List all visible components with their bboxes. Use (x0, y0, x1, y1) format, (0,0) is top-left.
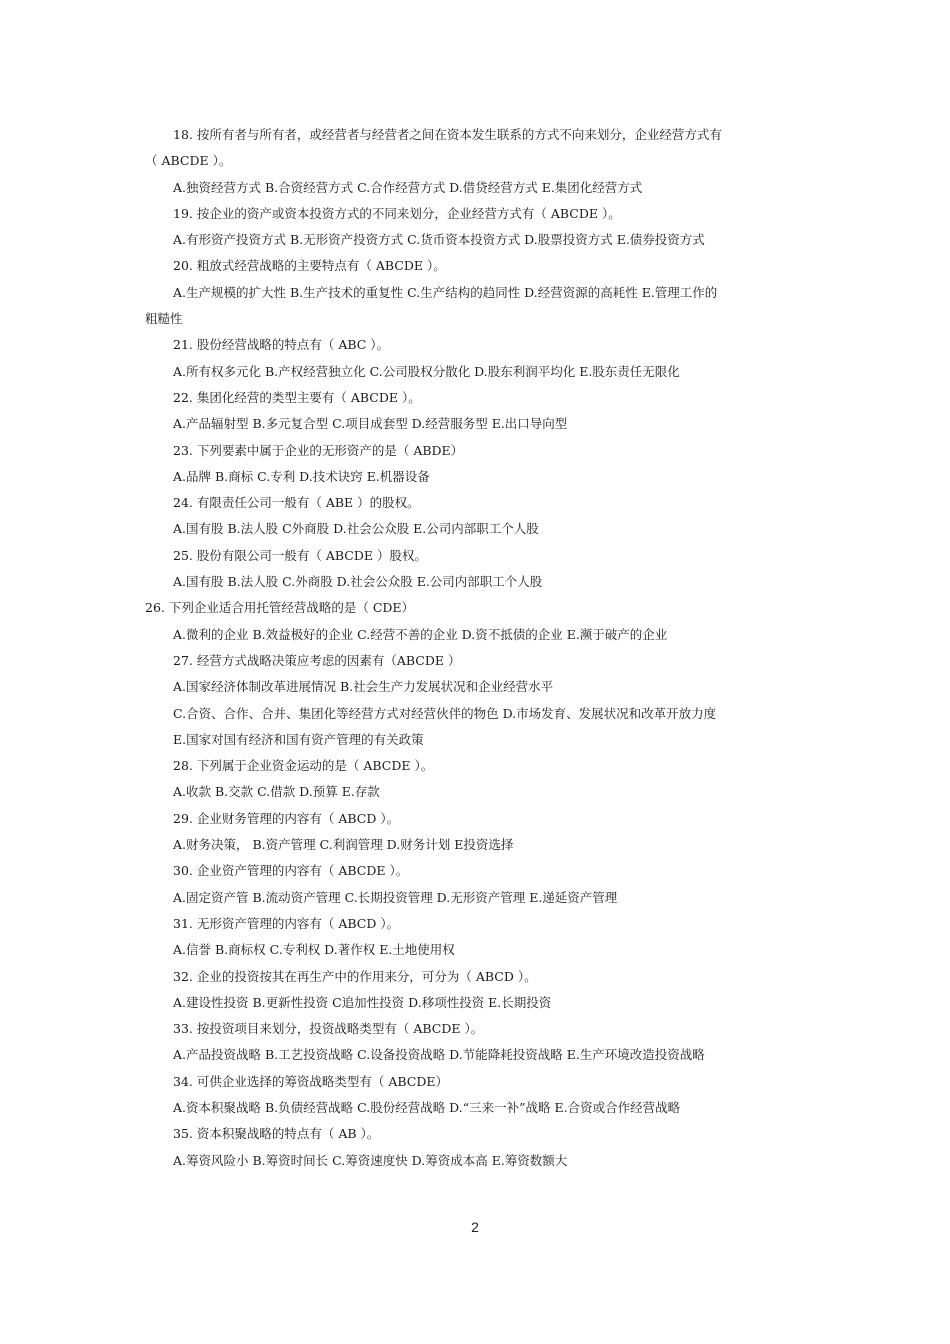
text-line: A.国有股 B.法人股 C.外商股 D.社会公众股 E.公司内部职工个人股 (173, 574, 543, 590)
text-line: 34. 可供企业选择的筹资战略类型有（ ABCDE） (173, 1073, 448, 1089)
text-line: A.独资经营方式 B.合资经营方式 C.合作经营方式 D.借贷经营方式 E.集团化经营方式 (173, 179, 643, 195)
text-line: A.微利的企业 B.效益极好的企业 C.经营不善的企业 D.资不抵债的企业 E.濒于破产的企业 (173, 626, 668, 642)
text-line: A.国家经济体制改革进展情况 B.社会生产力发展状况和企业经营水平 (173, 679, 554, 695)
text-line: A.产品辐射型 B.多元复合型 C.项目成套型 D.经营服务型 E.出口导向型 (173, 416, 568, 432)
text-line: A.国有股 B.法人股 C外商股 D.社会公众股 E.公司内部职工个人股 (173, 521, 539, 537)
page-number: 2 (471, 1219, 479, 1235)
text-line: A.生产规模的扩大性 B.生产技术的重复性 C.生产结构的趋同性 D.经营资源的高耗性 E.管理工作的 (173, 284, 718, 300)
text-line: 粗糙性 (145, 311, 183, 327)
text-line: 19. 按企业的资产或资本投资方式的不同来划分，企业经营方式有（ ABCDE ）。 (173, 205, 621, 221)
text-line: A.资本积聚战略 B.负债经营战略 C.股份经营战略 D.“三来一补”战略 E.合资或合作经营战略 (173, 1099, 681, 1115)
text-line: A.有形资产投资方式 B.无形资产投资方式 C.货币资本投资方式 D.股票投资方式 E.债券投资方式 (173, 232, 705, 248)
text-line: 22. 集团化经营的类型主要有（ ABCDE ）。 (173, 389, 421, 405)
text-line: 24. 有限责任公司一般有（ ABE ）的股权。 (173, 495, 420, 511)
text-line: A.品牌 B.商标 C.专利 D.技术诀窍 E.机器设备 (173, 468, 430, 484)
text-line: 25. 股份有限公司一般有（ ABCDE ）股权。 (173, 547, 427, 563)
text-line: 35. 资本积聚战略的特点有（ AB ）。 (173, 1126, 380, 1142)
text-line: 23. 下列要素中属于企业的无形资产的是（ ABDE） (173, 442, 464, 458)
text-line: 28. 下列属于企业资金运动的是（ ABCDE ）。 (173, 758, 434, 774)
text-line: C.合资、合作、合并、集团化等经营方式对经营伙伴的物色 D.市场发育、发展状况和改革开放力度 (173, 705, 717, 721)
text-line: A.产品投资战略 B.工艺投资战略 C.设备投资战略 D.节能降耗投资战略 E.生产环境改造投资战略 (173, 1047, 705, 1063)
text-line: （ ABCDE ）。 (145, 153, 232, 169)
text-line: 29. 企业财务管理的内容有（ ABCD ）。 (173, 810, 400, 826)
text-line: 31. 无形资产管理的内容有（ ABCD ）。 (173, 915, 400, 931)
text-line: A.信誉 B.商标权 C.专利权 D.著作权 E.土地使用权 (173, 942, 455, 958)
text-line: A.筹资风险小 B.筹资时间长 C.筹资速度快 D.筹资成本高 E.筹资数额大 (173, 1152, 568, 1168)
text-line: A.固定资产管 B.流动资产管理 C.长期投资管理 D.无形资产管理 E.递延资产管理 (173, 889, 618, 905)
text-line: 30. 企业资产管理的内容有（ ABCDE ）。 (173, 863, 409, 879)
text-line: A.财务决策， B.资产管理 C.利润管理 D.财务计划 E投资选择 (173, 837, 514, 853)
text-line: 21. 股份经营战略的特点有（ ABC ）。 (173, 337, 390, 353)
text-line: A.所有权多元化 B.产权经营独立化 C.公司股权分散化 D.股东利润平均化 E.股东责任无限化 (173, 363, 680, 379)
text-line: 20. 粗放式经营战略的主要特点有（ ABCDE ）。 (173, 258, 446, 274)
question-list (145, 122, 815, 1174)
text-line: A.收款 B.交款 C.借款 D.预算 E.存款 (173, 784, 380, 800)
text-line: A.建设性投资 B.更新性投资 C追加性投资 D.移项性投资 E.长期投资 (173, 994, 552, 1010)
text-line: E.国家对国有经济和国有资产管理的有关政策 (173, 731, 424, 747)
text-line: 32. 企业的投资按其在再生产中的作用来分，可分为（ ABCD ）。 (173, 968, 537, 984)
text-line: 18. 按所有者与所有者，或经营者与经营者之间在资本发生联系的方式不向来划分，企业经营方式有 (173, 127, 722, 142)
text-line: 33. 按投资项目来划分，投资战略类型有（ ABCDE ）。 (173, 1021, 484, 1037)
text-line: 26. 下列企业适合用托管经营战略的是（ CDE） (145, 600, 415, 616)
text-line: 27. 经营方式战略决策应考虑的因素有（ABCDE ） (173, 652, 461, 668)
